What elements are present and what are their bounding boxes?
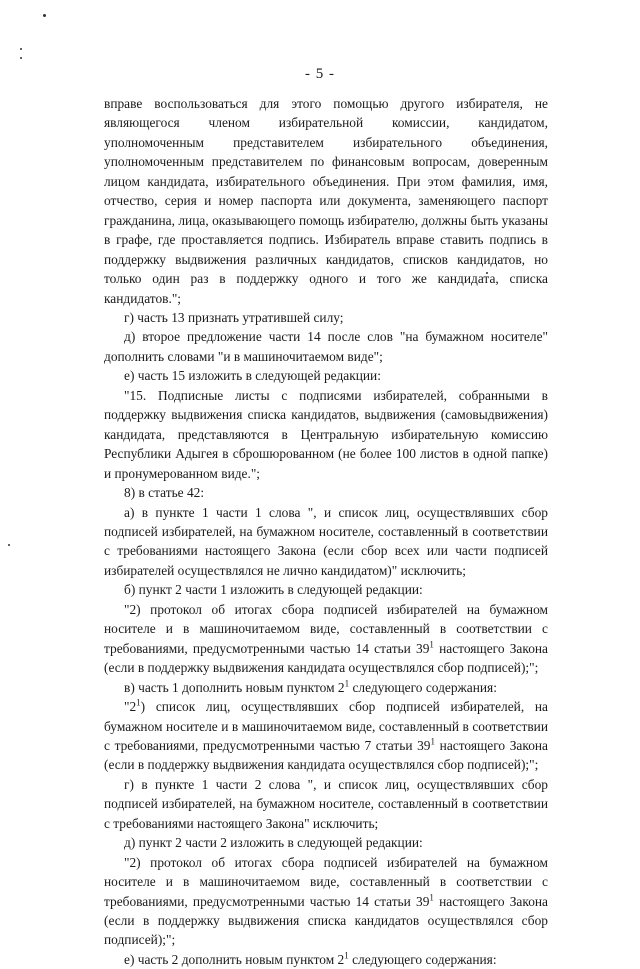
paragraph-text: в) часть 1 дополнить новым пунктом 2 [124, 679, 345, 695]
scan-speck [20, 57, 22, 59]
paragraph: б) пункт 2 части 1 изложить в следующей редакции: [124, 582, 423, 598]
page-number: - 5 - [305, 66, 335, 82]
superscript: 1 [429, 892, 434, 903]
superscript: 1 [344, 678, 350, 689]
paragraph [104, 950, 548, 969]
superscript: 1 [344, 950, 349, 961]
paragraph: д) второе предложение части 14 после слов "на бумажном носителе" дополнить словами "и в машиночитаемом виде"; [104, 329, 548, 364]
paragraph-text: следующего содержания: [348, 951, 497, 967]
paragraph: д) пункт 2 части 2 изложить в следующей редакции: [124, 835, 423, 851]
paragraph-text: "2) протокол об итогах сбора подписей избирателей на бумажном носителе и в машиночитаемом виде, составленный в соответствии с требованиями, предусмотренными частью 14 статьи 39 [104, 601, 548, 656]
paragraph-text: следующего содержания: [349, 679, 497, 695]
paragraph: г) в пункте 1 части 2 слова ", и список лиц, осуществлявших сбор подписей избирателей, на бумажном носителе, составленный в соответствии с требованиями настоящего Закона" исключить; [104, 776, 548, 831]
paragraph: г) часть 13 признать утратившей силу; [124, 309, 344, 325]
paragraph [104, 697, 548, 775]
scan-speck [8, 544, 10, 546]
superscript: 1 [429, 639, 434, 650]
superscript: 1 [430, 736, 436, 747]
paragraph-text: "2) протокол об итогах сбора подписей избирателей на бумажном носителе и в машиночитаемом виде, составленный в соответствии с требованиями, предусмотренными частью 14 статьи 39 [104, 854, 548, 909]
paragraph-text: "2 [124, 699, 137, 715]
paragraph: 8) в статье 42: [124, 485, 205, 501]
paragraph: вправе воспользоваться для этого помощью другого избирателя, не являющегося членом избирательной комиссии, кандидатом, уполномоченным представителем избирательного объединения, уполномоченным представителем по финансовым вопросам, доверенным лицом кандидата, избирательного объединения. При этом фамилия, имя, отчество, серия и номер паспорта или документа, заменяющего паспорт гражданина, лица, оказывающего помощь избирателю, должны быть указаны в графе, где проставляется подпись. Избиратель вправе ставить подпись в поддержку выдвижения различных кандидатов, списков кандидатов, но только один раз в поддержку одного и того же кандидата, списка кандидатов."; [104, 96, 548, 306]
paragraph-text: настоящего Закона (если в поддержку выдвижения кандидата осуществлялся сбор подписей);"; [104, 640, 548, 676]
paragraph [104, 853, 548, 950]
paragraph: "15. Подписные листы с подписями избирателей, собранными в поддержку выдвижения списка кандидатов, выдвижения (самовыдвижения) кандидата, представляются в Центральную избирательную комиссию Республики Адыгея в сброшюрованном (не более 100 листов в одной папке) и пронумерованном виде."; [104, 387, 548, 481]
paragraph [104, 600, 548, 678]
document-body [104, 94, 548, 969]
paragraph: а) в пункте 1 части 1 слова ", и список лиц, осуществлявших сбор подписей избирателей, на бумажном носителе, составленный в соответствии с требованиями настоящего Закона (если сбор всех или части подписей избирателей осуществлялся не лично кандидатом)" исключить; [104, 504, 548, 578]
paragraph-text: настоящего Закона (если в поддержку выдвижения кандидата осуществлялся сбор подписей);"; [104, 737, 548, 773]
superscript: 1 [136, 697, 141, 708]
paragraph [104, 678, 548, 697]
scan-speck [20, 48, 22, 50]
paragraph-text: настоящего Закона (если в поддержку выдвижения списка кандидатов осуществлялся сбор подписей);"; [104, 893, 548, 948]
scan-speck [43, 14, 46, 17]
paragraph-text: е) часть 2 дополнить новым пунктом 2 [124, 951, 345, 967]
paragraph: е) часть 15 изложить в следующей редакции: [124, 368, 381, 384]
paragraph-text: ) список лиц, осуществлявших сбор подписей избирателей, на бумажном носителе и в машиночитаемом виде, составленный в соответствии с требованиями, предусмотренными частью 7 статьи 39 [104, 699, 548, 753]
